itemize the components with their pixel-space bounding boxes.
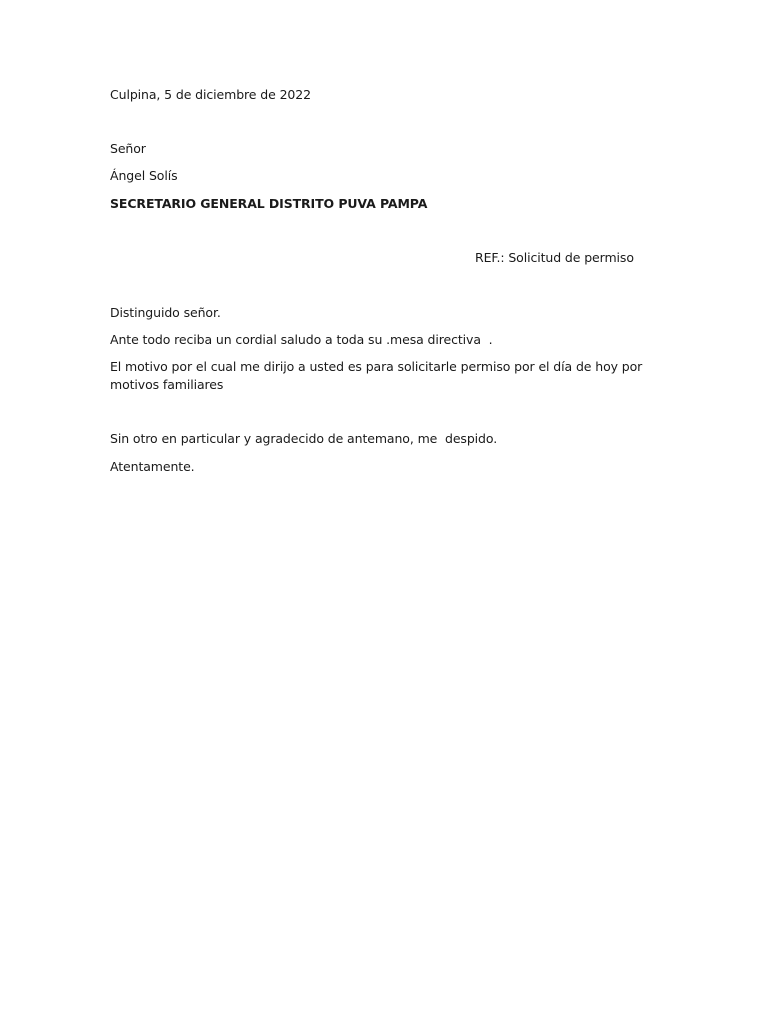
reference-line: REF.: Solicitud de permiso (475, 250, 634, 265)
paragraph-greeting-body: Ante todo reciba un cordial saludo a toda su .mesa directiva . (110, 332, 493, 347)
sign-off: Atentamente. (110, 459, 195, 474)
greeting: Distinguido señor. (110, 305, 221, 320)
date-line: Culpina, 5 de diciembre de 2022 (110, 87, 311, 102)
recipient-name: Ángel Solís (110, 168, 178, 183)
salutation-title: Señor (110, 141, 146, 156)
paragraph-motive: El motivo por el cual me dirijo a usted es para solicitarle permiso por el día de hoy por motivos familiares (110, 359, 643, 392)
closing-paragraph: Sin otro en particular y agradecido de antemano, me despido. (110, 431, 498, 446)
recipient-position: SECRETARIO GENERAL DISTRITO PUVA PAMPA (110, 196, 428, 211)
